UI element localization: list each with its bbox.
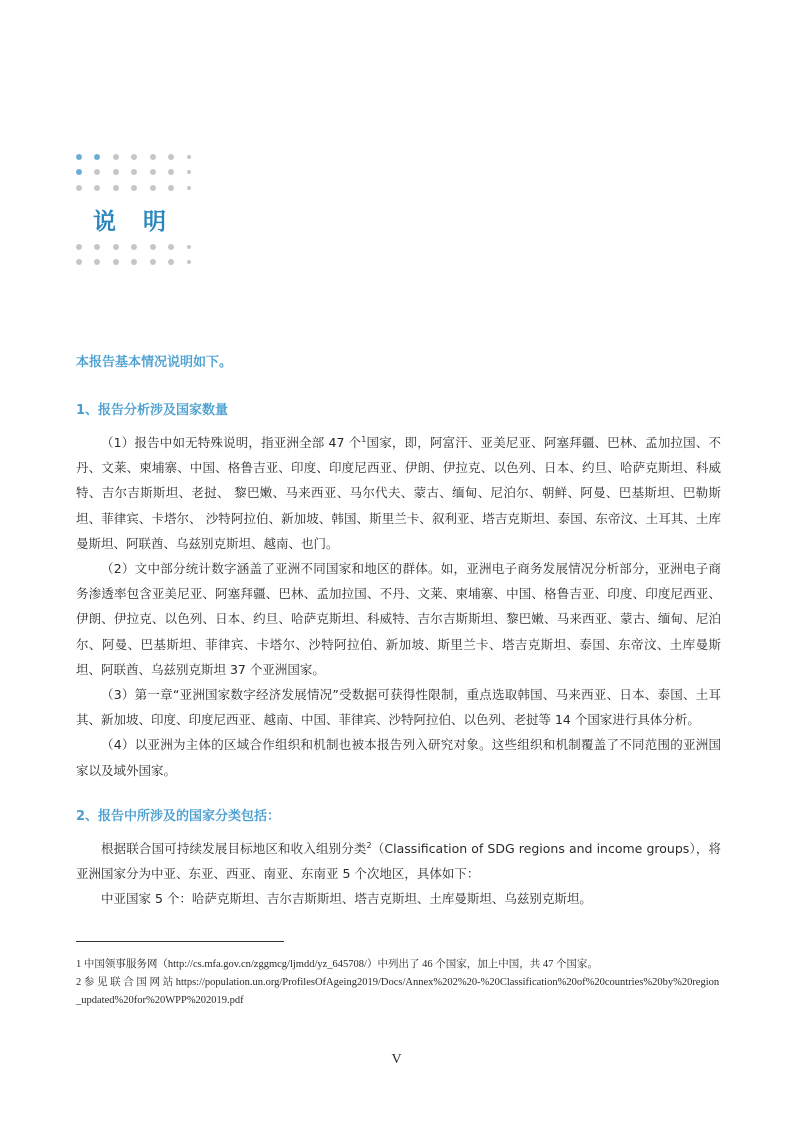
section2-paragraph-2: 中亚国家 5 个：哈萨克斯坦、吉尔吉斯斯坦、塔吉克斯坦、土库曼斯坦、乌兹别克斯坦。: [101, 891, 592, 907]
paragraph-text: （1）报告中如无特殊说明，指亚洲全部 47 个: [101, 435, 362, 450]
paragraph-text: 国家，即，阿富汗、亚美尼亚、阿塞拜疆、巴林、孟加拉国、不丹、文莱、柬埔寨、中国、格鲁吉亚、印度、印度尼西亚、伊朗、伊拉克、以色列、日本、约旦、哈萨克斯坦、科威特、吉尔吉斯斯坦、老挝、 黎巴嫩、马来西亚、马尔代夫、蒙古、缅甸、尼泊尔、朝鲜、阿曼、巴基斯坦、巴勒斯坦、菲律宾、卡塔尔、 沙特阿拉伯、新加坡、韩国、斯里兰卡、叙利亚、塔吉克斯坦、泰国、东帝汶、土耳其、土库曼斯坦、阿联酋、乌兹别克斯坦、越南、也门。: [76, 435, 721, 551]
footnote-2: 2 参 见 联 合 国 网 站 https://population.un.org/ProfilesOfAgeing2019/Docs/Annex%202%20-%20Classification%20of%20countries%20by%20region_updated%20for%20WPP%202019.pdf: [76, 977, 720, 1006]
section2-body: [76, 836, 721, 912]
section1-paragraph-3: （3）第一章“亚洲国家数字经济发展情况”受数据可获得性限制，重点选取韩国、马来西亚、日本、泰国、土耳其、新加坡、印度、印度尼西亚、越南、中国、菲律宾、沙特阿拉伯、以色列、老挝等 14 个国家进行具体分析。: [76, 687, 721, 728]
footnotes: [76, 956, 721, 1010]
section1-paragraph-1: [76, 430, 721, 556]
footnote-ref-1: 1: [361, 434, 367, 444]
decorative-dot-grid-bottom: [76, 239, 205, 270]
intro-heading: 本报告基本情况说明如下。: [76, 355, 233, 370]
section2-heading: 2、报告中所涉及的国家分类包括：: [76, 809, 281, 824]
paragraph-text: （Classification of SDG regions and income groups），将亚洲国家分为中亚、东亚、西亚、南亚、东南亚 5 个次地区，具体如下：: [76, 841, 721, 882]
section1-paragraph-4: （4）以亚洲为主体的区域合作组织和机制也被本报告列入研究对象。这些组织和机制覆盖了不同范围的亚洲国家以及域外国家。: [76, 737, 721, 778]
section2-paragraph-1: [76, 836, 721, 886]
footnote-divider: [76, 941, 284, 942]
section1-paragraph-2: （2）文中部分统计数字涵盖了亚洲不同国家和地区的群体。如，亚洲电子商务发展情况分析部分，亚洲电子商务渗透率包含亚美尼亚、阿塞拜疆、巴林、孟加拉国、不丹、文莱、柬埔寨、中国、格鲁吉亚、印度、印度尼西亚、伊朗、伊拉克、以色列、日本、约旦、哈萨克斯坦、科威特、吉尔吉斯斯坦、黎巴嫩、马来西亚、蒙古、缅甸、尼泊尔、阿曼、巴基斯坦、菲律宾、卡塔尔、沙特阿拉伯、新加坡、斯里兰卡、塔吉克斯坦、泰国、东帝汶、土库曼斯坦、阿联酋、乌兹别克斯坦 37 个亚洲国家。: [76, 561, 721, 677]
footnote-ref-2: 2: [366, 840, 372, 850]
footnote-1: 1 中国领事服务网（http://cs.mfa.gov.cn/zggmcg/ljmdd/yz_645708/）中列出了 46 个国家，加上中国，共 47 个国家。: [76, 959, 598, 970]
paragraph-text: 根据联合国可持续发展目标地区和收入组别分类: [101, 841, 367, 856]
decorative-dot-grid-top: [76, 149, 205, 196]
page-number: V: [391, 1052, 402, 1067]
section1-heading: 1、报告分析涉及国家数量: [76, 403, 229, 418]
page-title: 说明: [93, 209, 193, 235]
section1-body: [76, 430, 721, 783]
